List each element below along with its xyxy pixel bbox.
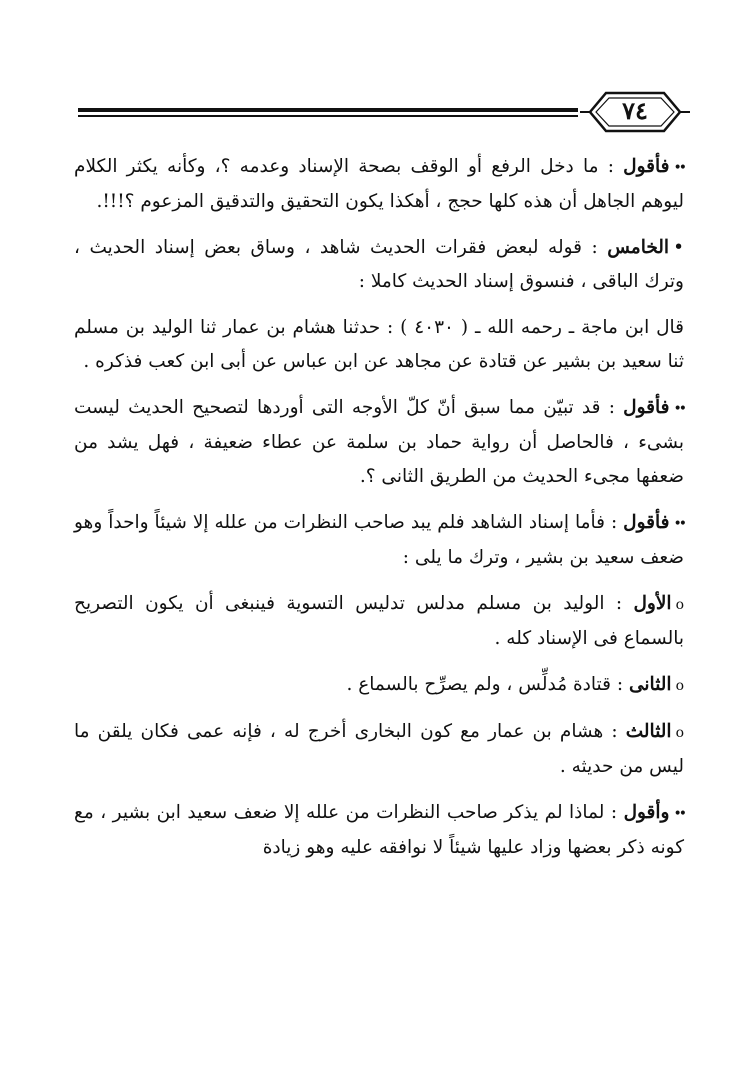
paragraph-lead: فأقول xyxy=(623,156,670,177)
paragraph-lead: وأقول xyxy=(623,802,670,823)
ring-bullet-icon: o xyxy=(675,678,684,694)
paragraph-7 xyxy=(74,668,684,703)
paragraph-8 xyxy=(74,715,684,784)
paragraph-1 xyxy=(74,150,684,219)
paragraph-4 xyxy=(74,391,684,494)
paragraph-lead: الثالث xyxy=(625,721,672,742)
bullet-icon: • xyxy=(673,237,684,258)
paragraph-text: : فأما إسناد الشاهد فلم يبد صاحب النظرات من علله إلا شيئاً واحداً وهو ضعف سعيد بن بشير ، وترك ما يلى : xyxy=(74,512,684,568)
paragraph-lead: الخامس xyxy=(607,237,670,258)
paragraph-2 xyxy=(74,231,684,299)
paragraph-text: : قوله لبعض فقرات الحديث شاهد ، وساق بعض إسناد الحديث ، وترك الباقى ، فنسوق إسناد الحديث كاملا : xyxy=(74,237,684,292)
double-bullet-icon: •• xyxy=(673,160,684,176)
page-number: ٧٤ xyxy=(622,96,648,125)
paragraph-text: : الوليد بن مسلم مدلس تدليس التسوية فينبغى أن يكون التصريح بالسماع فى الإسناد كله . xyxy=(74,593,684,649)
ring-bullet-icon: o xyxy=(675,597,684,613)
paragraph-text: : لماذا لم يذكر صاحب النظرات من علله إلا ضعف سعيد ابن بشير ، مع كونه ذكر بعضها وزاد عليها شيئاً لا نوافقه عليه وهو زيادة xyxy=(74,802,684,858)
paragraph-lead: الأول xyxy=(633,593,672,614)
paragraph-9 xyxy=(74,796,684,865)
page-header xyxy=(78,88,690,136)
paragraph-text: : هشام بن عمار مع كون البخارى أخرج له ، فإنه عمى فكان يلقن ما ليس من حديثه . xyxy=(74,721,684,777)
paragraph-6 xyxy=(74,587,684,656)
header-rule-thick xyxy=(78,108,578,112)
paragraph-5 xyxy=(74,506,684,575)
paragraph-text: : ما دخل الرفع أو الوقف بصحة الإسناد وعدمه ؟، وكأنه يكثر الكلام ليوهم الجاهل أن هذه كلها حجج ، أهكذا يكون التحقيق والتدقيق المزعوم ؟!!!. xyxy=(74,156,684,212)
page-number-badge xyxy=(580,88,690,136)
double-bullet-icon: •• xyxy=(673,401,684,417)
ring-bullet-icon: o xyxy=(675,725,684,741)
double-bullet-icon: •• xyxy=(673,806,684,822)
paragraph-3 xyxy=(74,311,684,379)
paragraph-text: قال ابن ماجة ـ رحمه الله ـ ( ٤٠٣٠ ) : حدثنا هشام بن عمار ثنا الوليد بن مسلم ثنا سعيد بن بشير عن قتادة عن مجاهد عن ابن عباس عن أبى ابن كعب فذكره . xyxy=(74,317,684,372)
double-bullet-icon: •• xyxy=(673,516,684,532)
header-rule-thin xyxy=(78,115,578,117)
paragraph-text: : قتادة مُدلِّس ، ولم يصرِّح بالسماع . xyxy=(346,674,629,695)
paragraph-lead: فأقول xyxy=(623,397,670,418)
paragraph-lead: فأقول xyxy=(623,512,670,533)
paragraph-lead: الثانى xyxy=(628,674,672,695)
page-body xyxy=(74,150,684,877)
paragraph-text: : قد تبيّن مما سبق أنّ كلّ الأوجه التى أوردها لتصحيح الحديث ليست بشىء ، فالحاصل أن رواية حماد بن سلمة عن عطاء ضعيفة ، فهل يشد من ضعفها مجىء الحديث من الطريق الثانى ؟. xyxy=(74,397,684,487)
